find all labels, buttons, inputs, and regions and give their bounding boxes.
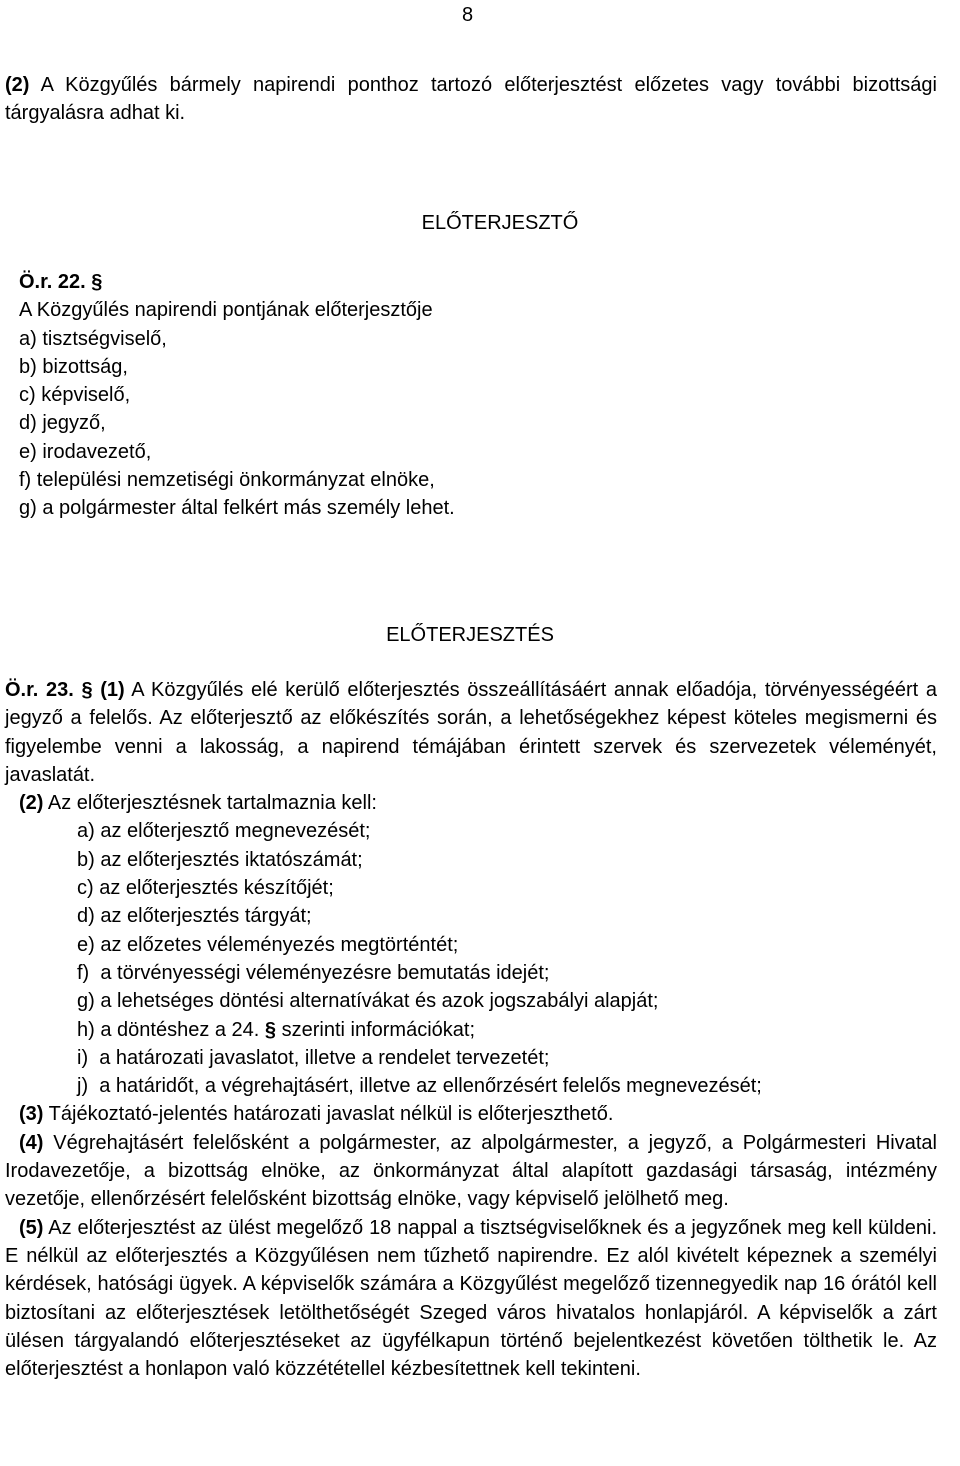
- list-item: f) a törvényességi véleményezésre bemutatás idejét;: [77, 961, 550, 984]
- list-item: d) az előterjesztés tárgyát;: [77, 905, 312, 928]
- list-item: g) a lehetséges döntési alternatívákat és azok jogszabályi alapját;: [77, 990, 659, 1013]
- section2-paragraph-3: [5, 1100, 937, 1128]
- section2-paragraph-4: [5, 1129, 937, 1214]
- section2-sign: §: [81, 679, 93, 701]
- para-number: (4): [19, 1131, 44, 1154]
- para-text: Az előterjesztést az ülést megelőző 18 nappal a tisztségviselőknek és a jegyzőnek meg kell küldeni. E nélkül az előterjesztés a Közgyűlésen nem tűzhető napirendre. Ez alól kivételt képeznek a személyi kérdések, hatósági ügyek. A képviselők számára a Közgyűlést megelőző tizennegyedik nap 16 órától kell biztosítani az előterjesztések letölthetőségét Szeged város hivatalos honlapjáról. A képviselők a zárt ülésen tárgyalandó előterjesztéseket az ügyfélkapun történő bejelentkezést követően tölthetik le. Az előterjesztést a honlapon való közzététellel kézbesítettnek kell tekinteni.: [5, 1216, 937, 1381]
- list-item: e) az előzetes véleményezés megtörténtét;: [77, 933, 459, 956]
- list-item: [77, 1016, 937, 1044]
- section1-ref-line: [19, 268, 951, 296]
- section-sign: §: [264, 1018, 277, 1041]
- section1-body: [19, 268, 951, 523]
- section-title-eloterjesztes: ELŐTERJESZTÉS: [386, 624, 554, 646]
- para-text: Az előterjesztésnek tartalmaznia kell:: [47, 792, 377, 815]
- list-item: a) az előterjesztő megnevezését;: [77, 820, 371, 843]
- para-text: Végrehajtásért felelősként a polgármester, az alpolgármester, a jegyző, a Polgármesteri Hivatal Irodavezetője, a bizottság elnöke, az önkormányzat által alapított gazdasági társaság, intézmény vezetője, ellenőrzésért felelősként bizottság elnöke, vagy képviselő jelölhető meg.: [5, 1131, 937, 1211]
- para-number: (5): [19, 1216, 44, 1239]
- section1-sign: §: [91, 271, 103, 293]
- section2-paragraph-5: [5, 1214, 937, 1384]
- section1-item: e) irodavezető,: [19, 440, 152, 463]
- section-title-eloterjeszto: ELŐTERJESZTŐ: [421, 212, 579, 234]
- page-number: 8: [462, 4, 474, 26]
- intro-para-number: (2): [5, 74, 30, 96]
- section1-lead: A Közgyűlés napirendi pontjának előterjesztője: [19, 299, 433, 322]
- para-number: (1): [100, 679, 125, 701]
- para-number: (2): [19, 792, 44, 815]
- section1-item: b) bizottság,: [19, 355, 128, 378]
- section2-paragraph-1: [5, 676, 937, 789]
- intro-paragraph: [5, 71, 937, 128]
- section2-body: [5, 676, 937, 1383]
- list-item: j) a határidőt, a végrehajtásért, illetve az ellenőrzésért felelős megnevezését;: [77, 1075, 762, 1098]
- intro-text: A Közgyűlés bármely napirendi ponthoz tartozó előterjesztést előzetes vagy további bizottsági tárgyalásra adhat ki.: [5, 74, 937, 125]
- para-text: A Közgyűlés elé kerülő előterjesztés összeállításáért annak előadója, törvényességéért a jegyző a felelős. Az előterjesztő az előkészítés során, a lehetőségekhez képest köteles megismerni és figyelembe venni a lakosság, a napirend témájában érintett szervek és szervezetek véleményét, javaslatát.: [5, 679, 937, 786]
- section1-item: g) a polgármester által felkért más személy lehet.: [19, 497, 455, 520]
- list-item-text: szerinti információkat;: [281, 1018, 476, 1041]
- section1-item: c) képviselő,: [19, 384, 131, 407]
- para-text: Tájékoztató-jelentés határozati javaslat nélkül is előterjeszthető.: [48, 1103, 614, 1126]
- requirements-list: [5, 817, 937, 1100]
- list-item: c) az előterjesztés készítőjét;: [77, 877, 334, 900]
- section1-item: a) tisztségviselő,: [19, 327, 167, 350]
- list-item: b) az előterjesztés iktatószámát;: [77, 848, 363, 871]
- para-number: (3): [19, 1103, 44, 1126]
- list-item-text: h) a döntéshez a 24.: [77, 1018, 260, 1041]
- section1-ref: Ö.r. 22.: [19, 271, 86, 293]
- section2-ref: Ö.r. 23.: [5, 679, 74, 701]
- section1-item: f) települési nemzetiségi önkormányzat elnöke,: [19, 469, 435, 492]
- section1-item: d) jegyző,: [19, 412, 106, 435]
- list-item: i) a határozati javaslatot, illetve a rendelet tervezetét;: [77, 1046, 550, 1069]
- section2-paragraph-2: [5, 789, 937, 817]
